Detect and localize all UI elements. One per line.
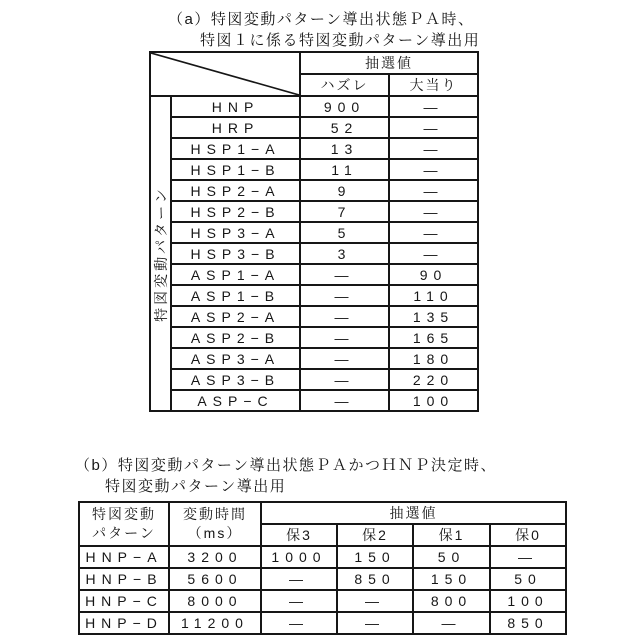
diagonal-line	[151, 53, 299, 95]
value-cell: 900	[300, 96, 389, 117]
table-row	[150, 180, 478, 201]
table-b-body	[79, 546, 566, 634]
table-row	[150, 201, 478, 222]
value-cell: —	[389, 96, 478, 117]
value-cell: —	[300, 369, 389, 390]
value-cell: 100	[490, 590, 566, 612]
variation-time-header-line1: 変動時間	[183, 506, 247, 522]
table-a-header	[150, 52, 478, 96]
value-cell: 50	[490, 568, 566, 590]
table-row	[150, 264, 478, 285]
value-cell: 135	[389, 306, 478, 327]
table-row	[150, 96, 478, 117]
pattern-name-cell: HSP1−B	[171, 159, 300, 180]
lottery-value-header: 抽選値	[261, 502, 566, 524]
pattern-name-cell: HSP2−A	[171, 180, 300, 201]
section-b-title	[75, 455, 497, 497]
value-cell: —	[300, 264, 389, 285]
value-cell: 13	[300, 138, 389, 159]
pattern-name-cell: HSP3−A	[171, 222, 300, 243]
table-row	[150, 306, 478, 327]
section-b-title-line1: （b）特図変動パターン導出状態ＰＡかつＨＮＰ決定時、	[75, 457, 498, 474]
value-cell: —	[261, 568, 337, 590]
value-cell: 110	[389, 285, 478, 306]
value-cell: —	[300, 348, 389, 369]
value-cell: 7	[300, 201, 389, 222]
section-a-title	[168, 9, 480, 51]
table-row	[150, 138, 478, 159]
value-cell: —	[300, 306, 389, 327]
value-cell: 100	[389, 390, 478, 411]
pattern-name-cell: HSP1−A	[171, 138, 300, 159]
pattern-name-cell: ASP2−A	[171, 306, 300, 327]
value-cell: 9	[300, 180, 389, 201]
value-cell: —	[389, 180, 478, 201]
section-b-title-line2: 特図変動パターン導出用	[105, 478, 287, 495]
value-cell: —	[490, 546, 566, 568]
value-cell: 150	[413, 568, 490, 590]
pattern-name-cell: ASP3−A	[171, 348, 300, 369]
value-cell: 3200	[169, 546, 261, 568]
table-row	[150, 222, 478, 243]
value-cell: —	[300, 285, 389, 306]
pattern-name-cell: HNP	[171, 96, 300, 117]
table-row	[150, 390, 478, 411]
pattern-name-cell: ASP1−B	[171, 285, 300, 306]
pattern-name-cell: HNP−D	[79, 612, 169, 634]
value-cell: —	[389, 222, 478, 243]
pattern-name-cell: ASP1−A	[171, 264, 300, 285]
value-cell: 50	[413, 546, 490, 568]
value-cell: 8000	[169, 590, 261, 612]
pattern-name-cell: HSP3−B	[171, 243, 300, 264]
table-b	[78, 501, 567, 635]
value-cell: —	[261, 590, 337, 612]
variation-time-header-line2: （ms）	[187, 525, 243, 541]
table-row	[79, 546, 566, 568]
table-a-body	[150, 96, 478, 411]
table-row	[150, 159, 478, 180]
pattern-name-cell: ASP3−B	[171, 369, 300, 390]
table-row	[79, 502, 566, 524]
value-cell: 11200	[169, 612, 261, 634]
variation-time-column-header	[169, 502, 261, 546]
table-row	[150, 348, 478, 369]
value-cell: 52	[300, 117, 389, 138]
pattern-column-header	[79, 502, 169, 546]
value-cell: 850	[337, 568, 413, 590]
table-row	[150, 117, 478, 138]
ooatari-column-header: 大当り	[389, 74, 478, 96]
value-cell: —	[261, 612, 337, 634]
value-cell: 90	[389, 264, 478, 285]
value-cell: 220	[389, 369, 478, 390]
value-cell: —	[413, 612, 490, 634]
table-b-header	[79, 502, 566, 546]
pattern-name-cell: HNP−A	[79, 546, 169, 568]
table-row	[150, 52, 478, 74]
pattern-name-cell: ASP2−B	[171, 327, 300, 348]
value-cell: —	[389, 138, 478, 159]
pattern-header-line2: パターン	[92, 525, 156, 541]
value-cell: —	[300, 390, 389, 411]
pattern-name-cell: HNP−C	[79, 590, 169, 612]
table-row	[150, 369, 478, 390]
hold3-column-header: 保3	[261, 524, 337, 546]
pattern-name-cell: HNP−B	[79, 568, 169, 590]
table-row	[150, 327, 478, 348]
value-cell: —	[300, 327, 389, 348]
value-cell: —	[337, 612, 413, 634]
side-label-cell	[150, 96, 171, 411]
value-cell: 850	[490, 612, 566, 634]
value-cell: 5600	[169, 568, 261, 590]
value-cell: 800	[413, 590, 490, 612]
hold1-column-header: 保1	[413, 524, 490, 546]
table-row	[79, 612, 566, 634]
diagonal-header-cell	[150, 52, 300, 96]
table-row	[150, 285, 478, 306]
value-cell: —	[389, 201, 478, 222]
value-cell: —	[389, 117, 478, 138]
value-cell: 11	[300, 159, 389, 180]
table-row	[79, 568, 566, 590]
value-cell: 165	[389, 327, 478, 348]
pattern-name-cell: HSP2−B	[171, 201, 300, 222]
lottery-value-header: 抽選値	[300, 52, 478, 74]
value-cell: —	[389, 243, 478, 264]
hold2-column-header: 保2	[337, 524, 413, 546]
value-cell: 150	[337, 546, 413, 568]
table-a	[149, 51, 479, 412]
side-label-vertical-text: 特図変動パターン	[152, 185, 169, 322]
table-row	[79, 590, 566, 612]
value-cell: 3	[300, 243, 389, 264]
value-cell: —	[389, 159, 478, 180]
value-cell: —	[337, 590, 413, 612]
section-a-title-line2: 特図１に係る特図変動パターン導出用	[200, 32, 481, 49]
pattern-name-cell: HRP	[171, 117, 300, 138]
table-row	[150, 243, 478, 264]
value-cell: 1000	[261, 546, 337, 568]
hold0-column-header: 保0	[490, 524, 566, 546]
value-cell: 180	[389, 348, 478, 369]
hazure-column-header: ハズレ	[300, 74, 389, 96]
section-a-title-line1: （a）特図変動パターン導出状態ＰＡ時、	[168, 11, 475, 28]
pattern-name-cell: ASP−C	[171, 390, 300, 411]
value-cell: 5	[300, 222, 389, 243]
pattern-header-line1: 特図変動	[92, 506, 156, 522]
